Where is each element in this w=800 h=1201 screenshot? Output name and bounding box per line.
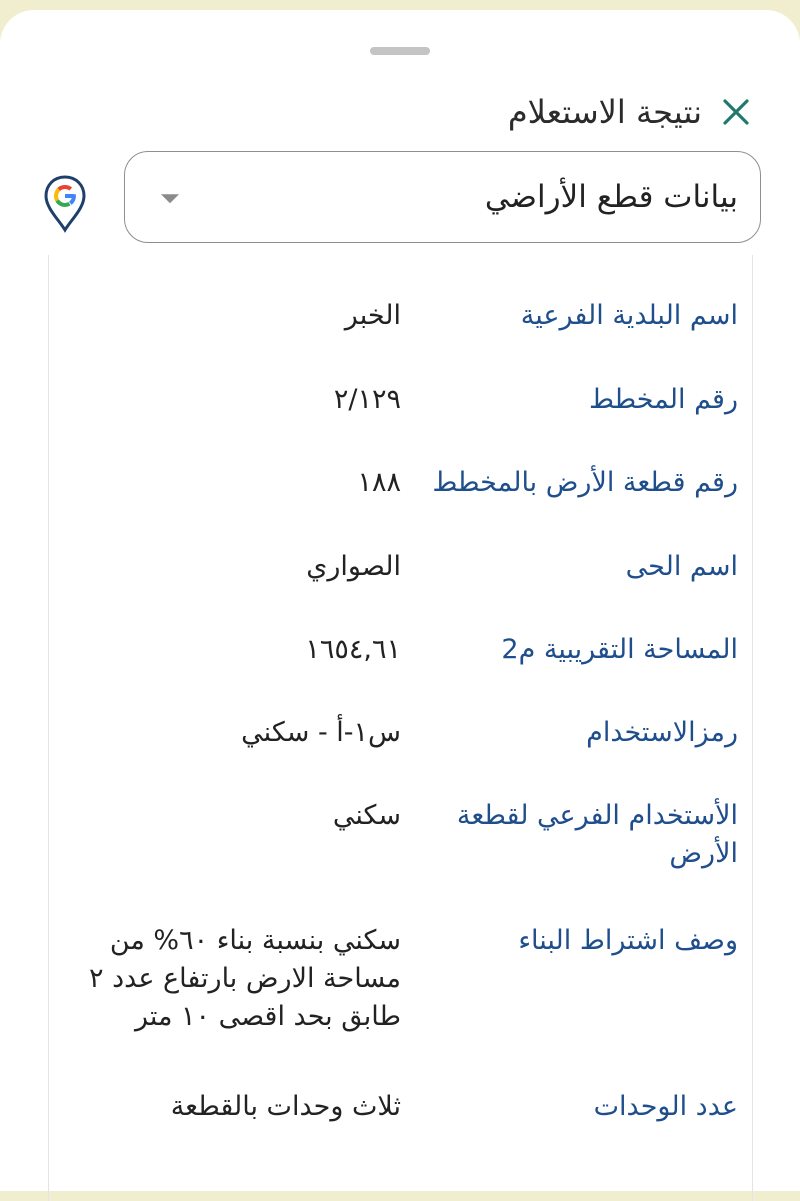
sheet-header (508, 82, 756, 142)
row-label: وصف اشتراط البناء (518, 925, 738, 956)
close-icon (722, 98, 750, 126)
row-label: رمزالاستخدام (586, 717, 738, 748)
page-title: نتيجة الاستعلام (507, 93, 702, 131)
land-plot-details (48, 255, 753, 1201)
row-value: ١٨٨ (357, 467, 401, 498)
row-label: رقم قطعة الأرض بالمخطط (432, 467, 738, 498)
row-label: اسم البلدية الفرعية (520, 300, 738, 331)
row-value: سكني (332, 800, 401, 831)
google-location-pin-icon (42, 174, 88, 234)
row-label: عدد الوحدات (593, 1091, 738, 1122)
row-value: الخبر (344, 300, 401, 331)
row-value: س١-أ - سكني (241, 717, 401, 748)
row-value: الصواري (306, 551, 401, 582)
row-value: ثلاث وحدات بالقطعة (170, 1091, 401, 1122)
close-button[interactable] (716, 92, 756, 132)
row-label: الأستخدام الفرعي لقطعة الأرض (456, 800, 738, 869)
dropdown-selected-value: بيانات قطع الأراضي (484, 179, 738, 215)
row-value: سكني بنسبة بناء ٦٠% من مساحة الارض بارتفاع عدد ٢ طابق بحد اقصى ١٠ متر (89, 925, 401, 1032)
drag-handle[interactable] (370, 47, 430, 55)
chevron-down-icon (161, 194, 179, 203)
bottom-sheet (0, 10, 800, 1191)
layer-select-dropdown[interactable] (124, 151, 761, 243)
row-label: رقم المخطط (588, 384, 738, 415)
row-label: اسم الحى (625, 551, 738, 582)
row-value: ١٦٥٤,٦١ (305, 634, 401, 665)
row-value: ٢/١٢٩ (333, 384, 401, 415)
google-maps-button[interactable] (42, 174, 88, 234)
row-label: المساحة التقريبية م2 (501, 634, 738, 665)
